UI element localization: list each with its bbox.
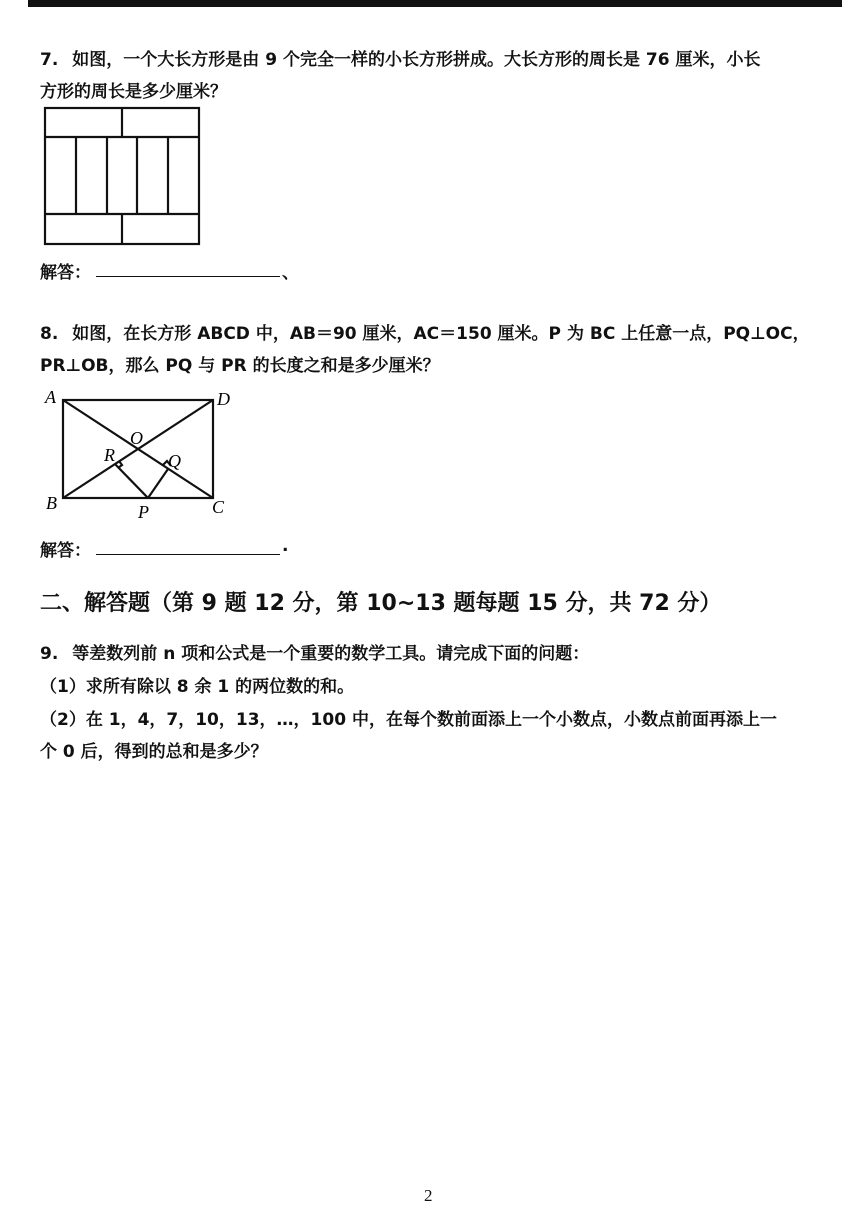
q8-answer-end: . xyxy=(282,536,289,556)
section-2-title: 二、解答题（第 9 题 12 分，第 10~13 题每题 15 分，共 72 分） xyxy=(40,591,722,616)
q8-line1 xyxy=(40,322,810,346)
page-number: 2 xyxy=(424,1186,433,1205)
q8-rectangle-figure xyxy=(40,385,240,525)
q9-intro: 等差数列前 n 项和公式是一个重要的数学工具。请完成下面的问题： xyxy=(72,644,590,664)
q9-number: 9. xyxy=(40,644,59,664)
q8-label-c: C xyxy=(212,497,225,517)
q8-right-angle-r xyxy=(118,461,122,468)
q7-answer-label: 解答： xyxy=(40,263,91,283)
q8-label-a: A xyxy=(45,387,56,407)
q8-label-r: R xyxy=(104,445,115,465)
q8-label-q: Q xyxy=(168,451,181,471)
q8-label-d: D xyxy=(217,389,230,409)
q8-number: 8. xyxy=(40,324,59,344)
q7-line1 xyxy=(40,48,760,72)
q7-line2: 方形的周长是多少厘米？ xyxy=(40,82,227,102)
q9-part2-line1: （2）在 1，4，7，10，13，…，100 中，在每个数前面添上一个小数点，小数点前面再添上一 xyxy=(40,710,777,730)
q7-answer-end: 、 xyxy=(282,263,299,283)
q8-answer-label: 解答： xyxy=(40,541,91,561)
q7-number: 7. xyxy=(40,50,59,70)
q8-label-o: O xyxy=(130,428,143,448)
q8-text: 如图，在长方形 ABCD 中，AB＝90 厘米，AC＝150 厘米。P 为 BC 上任意一点，PQ⊥OC， xyxy=(72,324,810,344)
q8-label-p: P xyxy=(138,502,149,522)
q9-part1: （1）求所有除以 8 余 1 的两位数的和。 xyxy=(40,677,355,697)
q8-segment-pq xyxy=(148,469,168,498)
q7-answer-blank[interactable] xyxy=(96,276,280,277)
q8-answer-blank[interactable] xyxy=(96,554,280,555)
q8-line2: PR⊥OB，那么 PQ 与 PR 的长度之和是多少厘米？ xyxy=(40,356,440,376)
q7-text: 如图，一个大长方形是由 9 个完全一样的小长方形拼成。大长方形的周长是 76 厘米，小长 xyxy=(72,50,761,70)
q9-part2-line2: 个 0 后，得到的总和是多少？ xyxy=(40,742,268,762)
q8-segment-pr xyxy=(115,464,148,498)
q9-intro-line xyxy=(40,642,589,666)
top-border xyxy=(28,0,842,7)
q7-rectangle-figure xyxy=(40,104,205,248)
q8-label-b: B xyxy=(46,493,57,513)
